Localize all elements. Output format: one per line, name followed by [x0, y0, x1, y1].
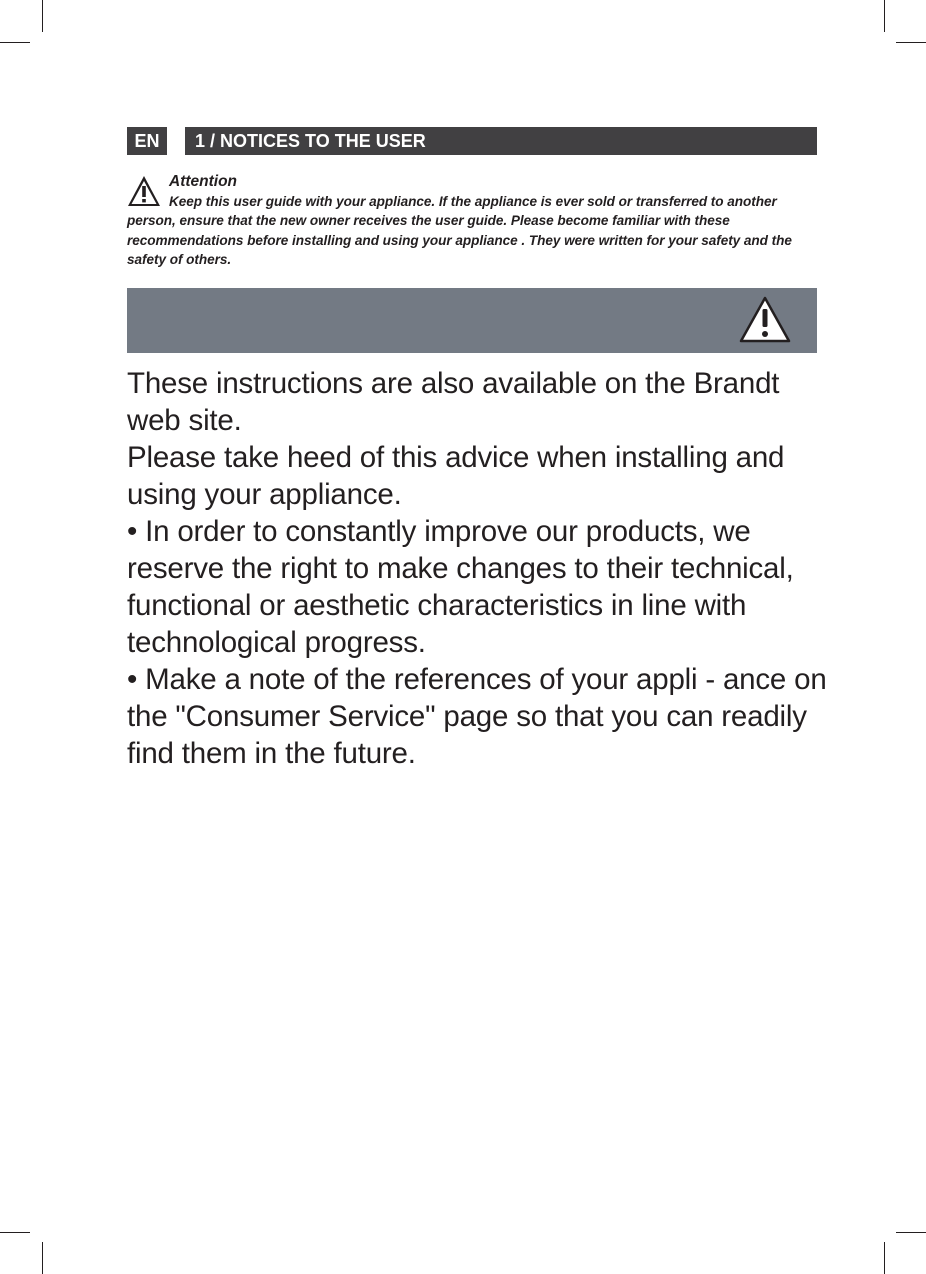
crop-mark-bottom-left-vertical — [42, 1242, 43, 1274]
crop-mark-top-right-horizontal — [896, 42, 926, 43]
crop-mark-bottom-right-vertical — [884, 1242, 885, 1274]
paragraph-references: • Make a note of the references of your appli - ance on the "Consumer Service" page so that you can readily find them in the future. — [127, 663, 827, 770]
crop-mark-top-left-horizontal — [0, 42, 30, 43]
crop-mark-top-right-vertical — [884, 0, 885, 32]
paragraph-improvements: • In order to constantly improve our products, we reserve the right to make changes to their technical, functional or aesthetic characteristics in line with technological progress. — [127, 515, 794, 659]
section-title: 1 / NOTICES TO THE USER — [185, 127, 817, 155]
crop-mark-bottom-right-horizontal — [896, 1232, 926, 1233]
warning-triangle-icon — [739, 296, 791, 344]
instructions-text — [127, 365, 827, 772]
crop-mark-top-left-vertical — [42, 0, 43, 32]
attention-title: Attention — [169, 173, 238, 190]
paragraph-availability: These instructions are also available on the Brandt web site. — [127, 367, 780, 437]
warning-triangle-icon — [127, 175, 161, 207]
crop-mark-bottom-left-horizontal — [0, 1232, 30, 1233]
language-badge: EN — [127, 127, 167, 155]
attention-notice — [127, 172, 819, 269]
page-header — [127, 127, 817, 155]
warning-banner — [127, 288, 817, 353]
paragraph-heed-advice: Please take heed of this advice when installing and using your appliance. — [127, 441, 785, 511]
attention-body: Keep this user guide with your appliance. If the appliance is ever sold or transferred to another person, ensure that the new owner receives the user guide. Please become familiar with these recommendations before installing and using your appliance . They were written for your safety and the safety of others. — [127, 194, 792, 267]
